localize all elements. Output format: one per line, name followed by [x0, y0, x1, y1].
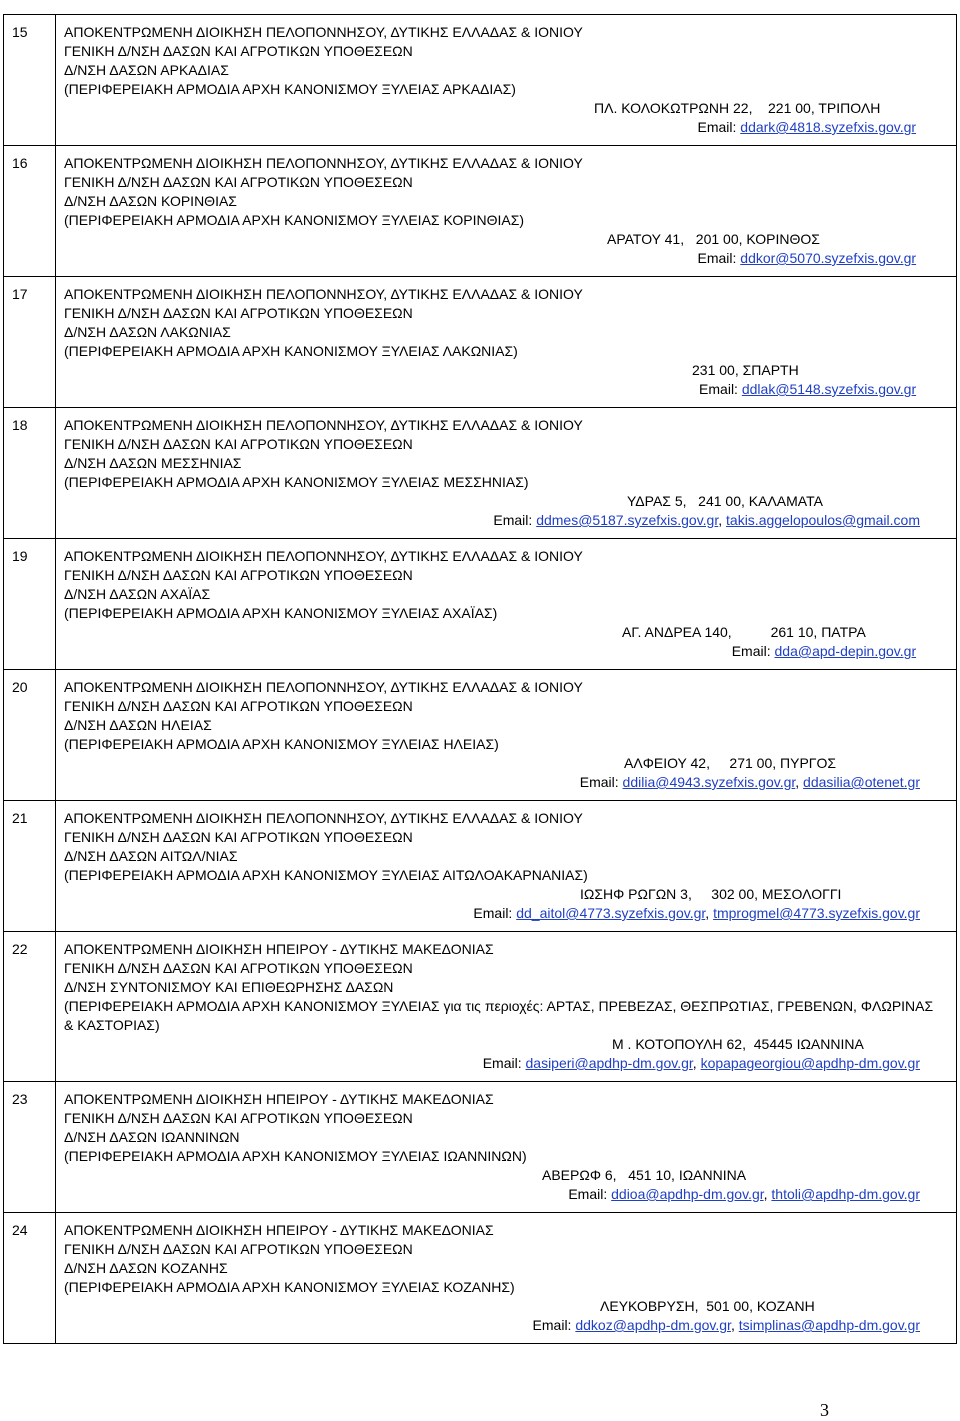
entry-number-cell	[4, 539, 56, 670]
authority-description: (ΠΕΡΙΦΕΡΕΙΑΚΗ ΑΡΜΟΔΙΑ ΑΡΧΗ ΚΑΝΟΝΙΣΜΟΥ ΞΥΛΕΙΑΣ ΑΧΑΪΑΣ)	[64, 605, 498, 621]
email-separator: ,	[730, 1317, 735, 1333]
postal-address: ΥΔΡΑΣ 5, 241 00, ΚΑΛΑΜΑΤΑ	[627, 493, 823, 509]
general-directorate-name: ΓΕΝΙΚΗ Δ/ΝΣΗ ΔΑΣΩΝ ΚΑΙ ΑΓΡΟΤΙΚΩΝ ΥΠΟΘΕΣΕΩΝ	[64, 436, 413, 452]
row-spacer	[64, 137, 956, 145]
entry-details-cell	[56, 277, 957, 408]
page-number: 3	[820, 1400, 829, 1420]
entry-number-cell	[4, 932, 56, 1082]
email-line	[64, 1316, 956, 1335]
entry-details-cell	[56, 539, 957, 670]
email-link-primary[interactable]: dasiperi@apdhp-dm.gov.gr	[525, 1055, 693, 1071]
general-directorate-name: ΓΕΝΙΚΗ Δ/ΝΣΗ ΔΑΣΩΝ ΚΑΙ ΑΓΡΟΤΙΚΩΝ ΥΠΟΘΕΣΕΩΝ	[64, 174, 413, 190]
email-line	[64, 511, 956, 530]
authority-description-continued: & ΚΑΣΤΟΡΙΑΣ)	[64, 1017, 160, 1033]
postal-address: ΠΛ. ΚΟΛΟΚΩΤΡΩΝΗ 22, 221 00, ΤΡΙΠΟΛΗ	[594, 100, 881, 116]
general-directorate-name: ΓΕΝΙΚΗ Δ/ΝΣΗ ΔΑΣΩΝ ΚΑΙ ΑΓΡΟΤΙΚΩΝ ΥΠΟΘΕΣΕΩΝ	[64, 829, 413, 845]
table-row	[4, 932, 957, 1082]
row-spacer	[64, 661, 956, 669]
entry-number: 19	[12, 548, 28, 564]
row-spacer	[64, 1204, 956, 1212]
table-row	[4, 15, 957, 146]
administration-name: ΑΠΟΚΕΝΤΡΩΜΕΝΗ ΔΙΟΙΚΗΣΗ ΠΕΛΟΠΟΝΝΗΣΟΥ, ΔΥΤΙΚΗΣ ΕΛΛΑΔΑΣ & ΙΟΝΙΟΥ	[64, 679, 583, 695]
table-row	[4, 670, 957, 801]
row-spacer	[64, 530, 956, 538]
postal-address: ΑΓ. ΑΝΔΡΕΑ 140, 261 10, ΠΑΤΡΑ	[622, 624, 866, 640]
entry-number-cell	[4, 146, 56, 277]
entry-number: 16	[12, 155, 28, 171]
email-link-primary[interactable]: ddlak@5148.syzefxis.gov.gr	[741, 381, 917, 397]
administration-name: ΑΠΟΚΕΝΤΡΩΜΕΝΗ ΔΙΟΙΚΗΣΗ ΗΠΕΙΡΟΥ - ΔΥΤΙΚΗΣ ΜΑΚΕΔΟΝΙΑΣ	[64, 1091, 494, 1107]
email-separator: ,	[705, 905, 710, 921]
general-directorate-name: ΓΕΝΙΚΗ Δ/ΝΣΗ ΔΑΣΩΝ ΚΑΙ ΑΓΡΟΤΙΚΩΝ ΥΠΟΘΕΣΕΩΝ	[64, 960, 413, 976]
offices-table-body	[4, 15, 957, 1344]
email-line	[64, 904, 956, 923]
postal-address: ΙΩΣΗΦ ΡΩΓΩΝ 3, 302 00, ΜΕΣΟΛΟΓΓΙ	[580, 886, 842, 902]
email-link-primary[interactable]: ddioa@apdhp-dm.gov.gr	[611, 1186, 764, 1202]
email-label: Email:	[699, 381, 738, 397]
entry-number-cell	[4, 670, 56, 801]
entry-details-cell	[56, 15, 957, 146]
email-link-primary[interactable]: ddark@4818.syzefxis.gov.gr	[740, 119, 917, 135]
authority-description: (ΠΕΡΙΦΕΡΕΙΑΚΗ ΑΡΜΟΔΙΑ ΑΡΧΗ ΚΑΝΟΝΙΣΜΟΥ ΞΥΛΕΙΑΣ για τις περιοχές: ΑΡΤΑΣ, ΠΡΕΒΕΖΑΣ, ΘΕΣΠΡΩΤΙΑΣ, ΓΡΕΒΕΝΩΝ, ΦΛΩΡΙΝΑΣ	[64, 998, 934, 1014]
entry-number-cell	[4, 277, 56, 408]
authority-description: (ΠΕΡΙΦΕΡΕΙΑΚΗ ΑΡΜΟΔΙΑ ΑΡΧΗ ΚΑΝΟΝΙΣΜΟΥ ΞΥΛΕΙΑΣ ΑΡΚΑΔΙΑΣ)	[64, 81, 516, 97]
entry-details-cell	[56, 146, 957, 277]
postal-address: ΑΒΕΡΩΦ 6, 451 10, ΙΩΑΝΝΙΝΑ	[542, 1167, 747, 1183]
email-link-primary[interactable]: dda@apd-depin.gov.gr	[774, 643, 917, 659]
entry-number-cell	[4, 1213, 56, 1344]
row-spacer	[64, 1335, 956, 1343]
postal-address: Μ . ΚΟΤΟΠΟΥΛΗ 62, 45445 ΙΩΑΝΝΙΝΑ	[612, 1036, 864, 1052]
administration-name: ΑΠΟΚΕΝΤΡΩΜΕΝΗ ΔΙΟΙΚΗΣΗ ΗΠΕΙΡΟΥ - ΔΥΤΙΚΗΣ ΜΑΚΕΔΟΝΙΑΣ	[64, 941, 494, 957]
entry-number: 20	[12, 679, 28, 695]
email-link-primary[interactable]: ddmes@5187.syzefxis.gov.gr	[536, 512, 719, 528]
entry-number-cell	[4, 801, 56, 932]
email-label: Email:	[482, 1055, 522, 1071]
entry-details-cell	[56, 1082, 957, 1213]
authority-description: (ΠΕΡΙΦΕΡΕΙΑΚΗ ΑΡΜΟΔΙΑ ΑΡΧΗ ΚΑΝΟΝΙΣΜΟΥ ΞΥΛΕΙΑΣ ΚΟΡΙΝΘΙΑΣ)	[64, 212, 525, 228]
table-row	[4, 408, 957, 539]
administration-name: ΑΠΟΚΕΝΤΡΩΜΕΝΗ ΔΙΟΙΚΗΣΗ ΠΕΛΟΠΟΝΝΗΣΟΥ, ΔΥΤΙΚΗΣ ΕΛΛΑΔΑΣ & ΙΟΝΙΟΥ	[64, 286, 583, 302]
authority-description: (ΠΕΡΙΦΕΡΕΙΑΚΗ ΑΡΜΟΔΙΑ ΑΡΧΗ ΚΑΝΟΝΙΣΜΟΥ ΞΥΛΕΙΑΣ ΑΙΤΩΛΟΑΚΑΡΝΑΝΙΑΣ)	[64, 867, 588, 883]
postal-address: ΑΛΦΕΙΟΥ 42, 271 00, ΠΥΡΓΟΣ	[624, 755, 837, 771]
email-label: Email:	[493, 512, 533, 528]
general-directorate-name: ΓΕΝΙΚΗ Δ/ΝΣΗ ΔΑΣΩΝ ΚΑΙ ΑΓΡΟΤΙΚΩΝ ΥΠΟΘΕΣΕΩΝ	[64, 1110, 413, 1126]
offices-table	[3, 14, 957, 1344]
email-link-primary[interactable]: dd_aitol@4773.syzefxis.gov.gr	[516, 905, 706, 921]
table-row	[4, 801, 957, 932]
directorate-name: Δ/ΝΣΗ ΔΑΣΩΝ ΚΟΡΙΝΘΙΑΣ	[64, 193, 237, 209]
directorate-name: Δ/ΝΣΗ ΔΑΣΩΝ ΑΧΑΪΑΣ	[64, 586, 211, 602]
email-line	[64, 642, 956, 661]
email-separator: ,	[763, 1186, 768, 1202]
authority-description: (ΠΕΡΙΦΕΡΕΙΑΚΗ ΑΡΜΟΔΙΑ ΑΡΧΗ ΚΑΝΟΝΙΣΜΟΥ ΞΥΛΕΙΑΣ ΛΑΚΩΝΙΑΣ)	[64, 343, 518, 359]
email-link-primary[interactable]: ddilia@4943.syzefxis.gov.gr	[622, 774, 796, 790]
email-link-secondary[interactable]: ddasilia@otenet.gr	[803, 774, 920, 790]
email-link-secondary[interactable]: tmprogmel@4773.syzefxis.gov.gr	[713, 905, 920, 921]
directorate-name: Δ/ΝΣΗ ΔΑΣΩΝ ΑΙΤΩΛ/ΝΙΑΣ	[64, 848, 238, 864]
email-line	[64, 249, 956, 268]
administration-name: ΑΠΟΚΕΝΤΡΩΜΕΝΗ ΔΙΟΙΚΗΣΗ ΠΕΛΟΠΟΝΝΗΣΟΥ, ΔΥΤΙΚΗΣ ΕΛΛΑΔΑΣ & ΙΟΝΙΟΥ	[64, 417, 583, 433]
email-link-secondary[interactable]: tsimplinas@apdhp-dm.gov.gr	[738, 1317, 920, 1333]
email-separator: ,	[692, 1055, 697, 1071]
table-row	[4, 146, 957, 277]
administration-name: ΑΠΟΚΕΝΤΡΩΜΕΝΗ ΔΙΟΙΚΗΣΗ ΠΕΛΟΠΟΝΝΗΣΟΥ, ΔΥΤΙΚΗΣ ΕΛΛΑΔΑΣ & ΙΟΝΙΟΥ	[64, 810, 583, 826]
email-link-secondary[interactable]: kopapageorgiou@apdhp-dm.gov.gr	[700, 1055, 920, 1071]
entry-number: 15	[12, 24, 28, 40]
row-spacer	[64, 792, 956, 800]
general-directorate-name: ΓΕΝΙΚΗ Δ/ΝΣΗ ΔΑΣΩΝ ΚΑΙ ΑΓΡΟΤΙΚΩΝ ΥΠΟΘΕΣΕΩΝ	[64, 567, 413, 583]
authority-description: (ΠΕΡΙΦΕΡΕΙΑΚΗ ΑΡΜΟΔΙΑ ΑΡΧΗ ΚΑΝΟΝΙΣΜΟΥ ΞΥΛΕΙΑΣ ΗΛΕΙΑΣ)	[64, 736, 499, 752]
table-row	[4, 277, 957, 408]
entry-details-cell	[56, 1213, 957, 1344]
email-link-secondary[interactable]: thtoli@apdhp-dm.gov.gr	[771, 1186, 920, 1202]
email-label: Email:	[568, 1186, 608, 1202]
postal-address: ΛΕΥΚΟΒΡΥΣΗ, 501 00, ΚΟΖΑΝΗ	[600, 1298, 815, 1314]
entry-details-cell	[56, 408, 957, 539]
email-label: Email:	[532, 1317, 572, 1333]
entry-number: 21	[12, 810, 28, 826]
email-label: Email:	[731, 643, 771, 659]
email-line	[64, 1054, 956, 1073]
email-line	[64, 1185, 956, 1204]
entry-number: 18	[12, 417, 28, 433]
table-row	[4, 1082, 957, 1213]
email-label: Email:	[697, 250, 737, 266]
email-link-primary[interactable]: ddkor@5070.syzefxis.gov.gr	[740, 250, 917, 266]
row-spacer	[64, 268, 956, 276]
general-directorate-name: ΓΕΝΙΚΗ Δ/ΝΣΗ ΔΑΣΩΝ ΚΑΙ ΑΓΡΟΤΙΚΩΝ ΥΠΟΘΕΣΕΩΝ	[64, 698, 413, 714]
row-spacer	[64, 1073, 956, 1081]
entry-number: 23	[12, 1091, 28, 1107]
entry-details-cell	[56, 670, 957, 801]
authority-description: (ΠΕΡΙΦΕΡΕΙΑΚΗ ΑΡΜΟΔΙΑ ΑΡΧΗ ΚΑΝΟΝΙΣΜΟΥ ΞΥΛΕΙΑΣ ΚΟΖΑΝΗΣ)	[64, 1279, 515, 1295]
general-directorate-name: ΓΕΝΙΚΗ Δ/ΝΣΗ ΔΑΣΩΝ ΚΑΙ ΑΓΡΟΤΙΚΩΝ ΥΠΟΘΕΣΕΩΝ	[64, 305, 413, 321]
administration-name: ΑΠΟΚΕΝΤΡΩΜΕΝΗ ΔΙΟΙΚΗΣΗ ΠΕΛΟΠΟΝΝΗΣΟΥ, ΔΥΤΙΚΗΣ ΕΛΛΑΔΑΣ & ΙΟΝΙΟΥ	[64, 155, 583, 171]
row-spacer	[64, 923, 956, 931]
email-line	[64, 118, 956, 137]
email-line	[64, 773, 956, 792]
administration-name: ΑΠΟΚΕΝΤΡΩΜΕΝΗ ΔΙΟΙΚΗΣΗ ΠΕΛΟΠΟΝΝΗΣΟΥ, ΔΥΤΙΚΗΣ ΕΛΛΑΔΑΣ & ΙΟΝΙΟΥ	[64, 24, 583, 40]
entry-number-cell	[4, 408, 56, 539]
administration-name: ΑΠΟΚΕΝΤΡΩΜΕΝΗ ΔΙΟΙΚΗΣΗ ΠΕΛΟΠΟΝΝΗΣΟΥ, ΔΥΤΙΚΗΣ ΕΛΛΑΔΑΣ & ΙΟΝΙΟΥ	[64, 548, 583, 564]
entry-number: 17	[12, 286, 28, 302]
entry-number-cell	[4, 15, 56, 146]
directory-document	[3, 14, 957, 1344]
email-label: Email:	[579, 774, 619, 790]
row-spacer	[64, 399, 956, 407]
authority-description: (ΠΕΡΙΦΕΡΕΙΑΚΗ ΑΡΜΟΔΙΑ ΑΡΧΗ ΚΑΝΟΝΙΣΜΟΥ ΞΥΛΕΙΑΣ ΙΩΑΝΝΙΝΩΝ)	[64, 1148, 527, 1164]
administration-name: ΑΠΟΚΕΝΤΡΩΜΕΝΗ ΔΙΟΙΚΗΣΗ ΗΠΕΙΡΟΥ - ΔΥΤΙΚΗΣ ΜΑΚΕΔΟΝΙΑΣ	[64, 1222, 494, 1238]
postal-address: ΑΡΑΤΟΥ 41, 201 00, ΚΟΡΙΝΘΟΣ	[607, 231, 820, 247]
directorate-name: Δ/ΝΣΗ ΔΑΣΩΝ ΜΕΣΣΗΝΙΑΣ	[64, 455, 242, 471]
postal-address: 231 00, ΣΠΑΡΤΗ	[692, 362, 799, 378]
email-label: Email:	[473, 905, 513, 921]
authority-description: (ΠΕΡΙΦΕΡΕΙΑΚΗ ΑΡΜΟΔΙΑ ΑΡΧΗ ΚΑΝΟΝΙΣΜΟΥ ΞΥΛΕΙΑΣ ΜΕΣΣΗΝΙΑΣ)	[64, 474, 529, 490]
directorate-name: Δ/ΝΣΗ ΣΥΝΤΟΝΙΣΜΟΥ ΚΑΙ ΕΠΙΘΕΩΡΗΣΗΣ ΔΑΣΩΝ	[64, 979, 394, 995]
general-directorate-name: ΓΕΝΙΚΗ Δ/ΝΣΗ ΔΑΣΩΝ ΚΑΙ ΑΓΡΟΤΙΚΩΝ ΥΠΟΘΕΣΕΩΝ	[64, 1241, 413, 1257]
general-directorate-name: ΓΕΝΙΚΗ Δ/ΝΣΗ ΔΑΣΩΝ ΚΑΙ ΑΓΡΟΤΙΚΩΝ ΥΠΟΘΕΣΕΩΝ	[64, 43, 413, 59]
email-separator: ,	[795, 774, 800, 790]
directorate-name: Δ/ΝΣΗ ΔΑΣΩΝ ΚΟΖΑΝΗΣ	[64, 1260, 228, 1276]
table-row	[4, 539, 957, 670]
directorate-name: Δ/ΝΣΗ ΔΑΣΩΝ ΙΩΑΝΝΙΝΩΝ	[64, 1129, 240, 1145]
email-link-secondary[interactable]: takis.aggelopoulos@gmail.com	[726, 512, 920, 528]
email-link-primary[interactable]: ddkoz@apdhp-dm.gov.gr	[575, 1317, 731, 1333]
directorate-name: Δ/ΝΣΗ ΔΑΣΩΝ ΗΛΕΙΑΣ	[64, 717, 212, 733]
email-line	[64, 380, 956, 399]
entry-number: 24	[12, 1222, 28, 1238]
directorate-name: Δ/ΝΣΗ ΔΑΣΩΝ ΑΡΚΑΔΙΑΣ	[64, 62, 229, 78]
entry-number-cell	[4, 1082, 56, 1213]
entry-details-cell	[56, 801, 957, 932]
entry-number: 22	[12, 941, 28, 957]
email-label: Email:	[697, 119, 737, 135]
entry-details-cell	[56, 932, 957, 1082]
table-row	[4, 1213, 957, 1344]
directorate-name: Δ/ΝΣΗ ΔΑΣΩΝ ΛΑΚΩΝΙΑΣ	[64, 324, 231, 340]
email-separator: ,	[718, 512, 723, 528]
